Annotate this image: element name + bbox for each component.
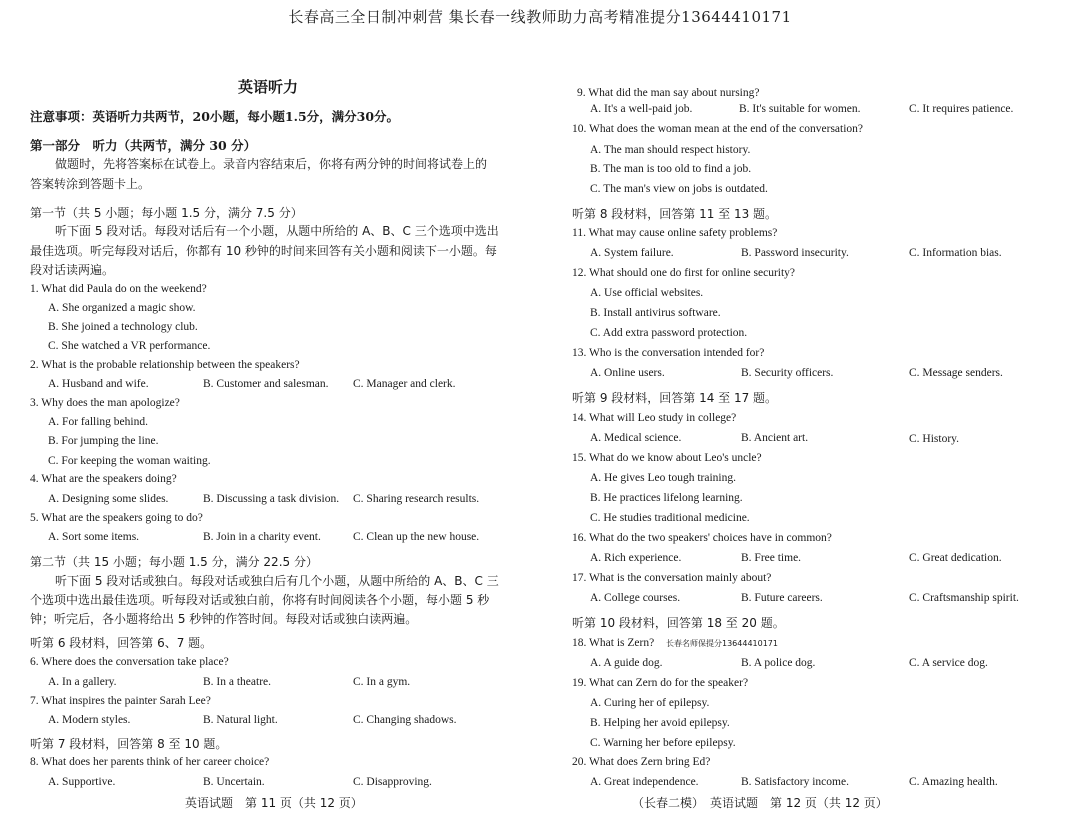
q9-option-a: A. It's a well-paid job.: [590, 103, 693, 115]
q1-option-c: C. She watched a VR performance.: [48, 340, 211, 352]
q9-option-b: B. It's suitable for women.: [739, 103, 861, 115]
section1-line-3: 段对话读两遍。: [30, 263, 115, 277]
q8-option-a: A. Supportive.: [48, 776, 116, 788]
material-7-label: 听第 7 段材料，回答第 8 至 10 题。: [30, 737, 228, 751]
watermark-note: 长春名师保提分13644410171: [666, 639, 778, 648]
q18-option-a: A. A guide dog.: [590, 657, 663, 669]
q6-option-c: C. In a gym.: [353, 676, 411, 688]
q12-option-b: B. Install antivirus software.: [590, 307, 721, 319]
question-12: 12. What should one do first for online security?: [572, 267, 796, 279]
intro-line-1: 做题时，先将答案标在试卷上。录音内容结束后，你将有两分钟的时间将试卷上的: [55, 157, 488, 171]
q13-option-c: C. Message senders.: [909, 367, 1003, 379]
q17-option-b: B. Future careers.: [741, 592, 823, 604]
question-8: 8. What does her parents think of her career choice?: [30, 756, 270, 768]
notice: 注意事项：英语听力共两节，20小题，每小题1.5分，满分30分。: [30, 109, 400, 124]
q19-option-c: C. Warning her before epilepsy.: [590, 737, 736, 749]
question-19: 19. What can Zern do for the speaker?: [572, 677, 749, 689]
q5-option-b: B. Join in a charity event.: [203, 531, 321, 543]
question-18: 18. What is Zern?: [572, 637, 655, 649]
q7-option-c: C. Changing shadows.: [353, 714, 457, 726]
q10-option-c: C. The man's view on jobs is outdated.: [590, 183, 768, 195]
question-6: 6. Where does the conversation take place?: [30, 656, 229, 668]
left-footer: 英语试题 第 11 页（共 12 页）: [185, 796, 363, 810]
q12-option-a: A. Use official websites.: [590, 287, 704, 299]
question-9: 9. What did the man say about nursing?: [577, 87, 760, 99]
section1-line-1: 听下面 5 段对话。每段对话后有一个小题，从题中所给的 A、B、C 三个选项中选出: [55, 224, 499, 238]
question-20: 20. What does Zern bring Ed?: [572, 756, 711, 768]
q4-option-b: B. Discussing a task division.: [203, 493, 340, 505]
q14-option-c: C. History.: [909, 433, 960, 445]
q15-option-c: C. He studies traditional medicine.: [590, 512, 750, 524]
q19-option-a: A. Curing her of epilepsy.: [590, 697, 710, 709]
q4-option-c: C. Sharing research results.: [353, 493, 480, 505]
question-4: 4. What are the speakers doing?: [30, 473, 177, 485]
section2-title: 第二节（共 15 小题；每小题 1.5 分，满分 22.5 分）: [30, 555, 318, 569]
q2-option-b: B. Customer and salesman.: [203, 378, 329, 390]
q15-option-b: B. He practices lifelong learning.: [590, 492, 743, 504]
q3-option-a: A. For falling behind.: [48, 416, 148, 428]
material-9-label: 听第 9 段材料，回答第 14 至 17 题。: [572, 391, 778, 405]
q14-option-b: B. Ancient art.: [741, 432, 809, 444]
section1-line-2: 最佳选项。听完每段对话后，你都有 10 秒钟的时间来回答有关小题和阅读下一小题。每: [30, 244, 497, 258]
material-10-label: 听第 10 段材料，回答第 18 至 20 题。: [572, 616, 785, 630]
q17-option-a: A. College courses.: [590, 592, 681, 604]
q11-option-c: C. Information bias.: [909, 247, 1002, 259]
q16-option-c: C. Great dedication.: [909, 552, 1002, 564]
q20-option-c: C. Amazing health.: [909, 776, 998, 788]
question-16: 16. What do the two speakers' choices have in common?: [572, 532, 832, 544]
q3-option-c: C. For keeping the woman waiting.: [48, 455, 211, 467]
q1-option-a: A. She organized a magic show.: [48, 302, 196, 314]
question-13: 13. Who is the conversation intended for?: [572, 347, 765, 359]
q6-option-a: A. In a gallery.: [48, 676, 117, 688]
question-10: 10. What does the woman mean at the end of the conversation?: [572, 123, 864, 135]
q6-option-b: B. In a theatre.: [203, 676, 272, 688]
section1-title: 第一节（共 5 小题；每小题 1.5 分，满分 7.5 分）: [30, 206, 303, 220]
q7-option-a: A. Modern styles.: [48, 714, 131, 726]
q1-option-b: B. She joined a technology club.: [48, 321, 198, 333]
question-17: 17. What is the conversation mainly about?: [572, 572, 772, 584]
question-3: 3. Why does the man apologize?: [30, 397, 180, 409]
part-title: 第一部分 听力（共两节，满分 30 分）: [30, 138, 257, 153]
q2-option-c: C. Manager and clerk.: [353, 378, 456, 390]
q18-option-b: B. A police dog.: [741, 657, 816, 669]
q10-option-b: B. The man is too old to find a job.: [590, 163, 752, 175]
q2-option-a: A. Husband and wife.: [48, 378, 149, 390]
q4-option-a: A. Designing some slides.: [48, 493, 169, 505]
q13-option-a: A. Online users.: [590, 367, 665, 379]
q12-option-c: C. Add extra password protection.: [590, 327, 748, 339]
q15-option-a: A. He gives Leo tough training.: [590, 472, 736, 484]
question-7: 7. What inspires the painter Sarah Lee?: [30, 695, 211, 707]
material-8-label: 听第 8 段材料，回答第 11 至 13 题。: [572, 207, 778, 221]
q7-option-b: B. Natural light.: [203, 714, 278, 726]
q19-option-b: B. Helping her avoid epilepsy.: [590, 717, 730, 729]
q9-option-c: C. It requires patience.: [909, 103, 1014, 115]
q17-option-c: C. Craftsmanship spirit.: [909, 592, 1019, 604]
q10-option-a: A. The man should respect history.: [590, 144, 751, 156]
section2-line-3: 钟；听完后，各小题将给出 5 秒钟的作答时间。每段对话或独白读两遍。: [30, 612, 418, 626]
right-footer: （长春二模） 英语试题 第 12 页（共 12 页）: [632, 796, 888, 810]
question-14: 14. What will Leo study in college?: [572, 412, 737, 424]
question-15: 15. What do we know about Leo's uncle?: [572, 452, 762, 464]
q5-option-a: A. Sort some items.: [48, 531, 140, 543]
question-11: 11. What may cause online safety problems?: [572, 227, 778, 239]
section2-line-1: 听下面 5 段对话或独白。每段对话或独白后有几个小题，从题中所给的 A、B、C 三: [55, 574, 499, 588]
q11-option-b: B. Password insecurity.: [741, 247, 849, 259]
q8-option-b: B. Uncertain.: [203, 776, 265, 788]
intro-line-2: 答案转涂到答题卡上。: [30, 177, 151, 191]
q20-option-a: A. Great independence.: [590, 776, 699, 788]
q14-option-a: A. Medical science.: [590, 432, 682, 444]
q18-option-c: C. A service dog.: [909, 657, 988, 669]
question-1: 1. What did Paula do on the weekend?: [30, 283, 207, 295]
material-6-label: 听第 6 段材料，回答第 6、7 题。: [30, 636, 213, 650]
q16-option-b: B. Free time.: [741, 552, 802, 564]
q13-option-b: B. Security officers.: [741, 367, 834, 379]
header-banner: 长春高三全日制冲刺营 集长春一线教师助力高考精准提分13644410171: [288, 8, 792, 26]
q3-option-b: B. For jumping the line.: [48, 435, 159, 447]
q5-option-c: C. Clean up the new house.: [353, 531, 480, 543]
question-2: 2. What is the probable relationship between the speakers?: [30, 359, 300, 371]
page-title: 英语听力: [238, 78, 299, 96]
section2-line-2: 个选项中选出最佳选项。听每段对话或独白前，你将有时间阅读各个小题，每小题 5 秒: [30, 593, 490, 607]
q11-option-a: A. System failure.: [590, 247, 674, 259]
q20-option-b: B. Satisfactory income.: [741, 776, 849, 788]
q8-option-c: C. Disapproving.: [353, 776, 432, 788]
q16-option-a: A. Rich experience.: [590, 552, 682, 564]
question-5: 5. What are the speakers going to do?: [30, 512, 203, 524]
